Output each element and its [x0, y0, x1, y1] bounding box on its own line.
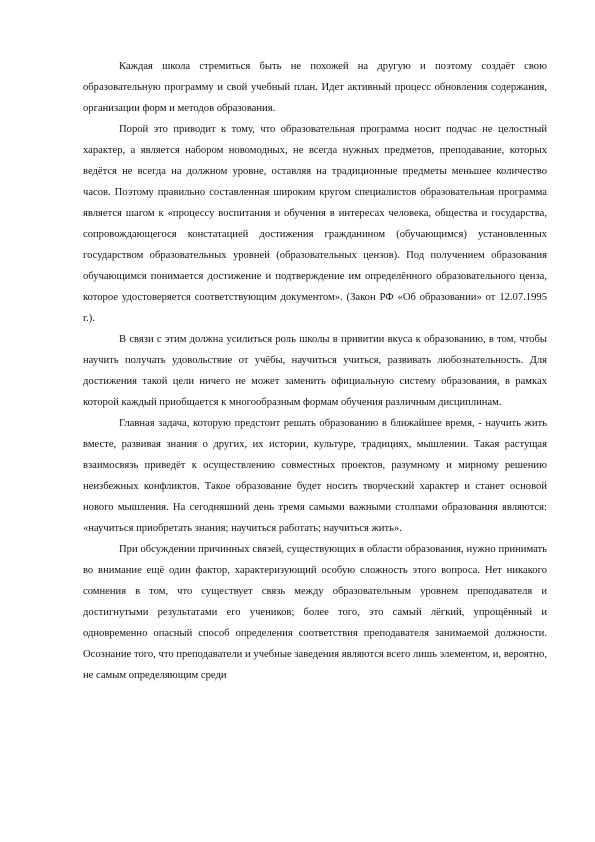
paragraph: Порой это приводит к тому, что образовательная программа носит подчас не целостный характер, а является набором новомодных, не всегда нужных предметов, преподавание, которых ведётся не всегда на должном уровне, оставляя на традиционные предметы меньшее количество часов. Поэтому правильно составленная широким кругом специалистов образовательная программа является шагом к «процессу воспитания и обучения в интересах человека, общества и государства, сопровождающегося констатацией достижения гражданином (обучающимся) установленных государством образовательных уровней (образовательных цензов). Под получением образования обучающимся понимается достижение и подтверждение им определённого образовательного ценза, которое удостоверяется соответствующим документом». (Закон РФ «Об образовании» от 12.07.1995 г.).: [83, 124, 547, 324]
paragraph: Главная задача, которую предстоит решать образованию в ближайшее время, - научить жить вместе, развивая знания о других, их истории, культуре, традициях, мышлении. Такая растущая взаимосвязь приведёт к осуществлению совместных проектов, разумному и мирному решению неизбежных конфликтов. Такое образование будет носить творческий характер и станет основой нового мышления. На сегодняшний день тремя самыми важными столпами образования являются: «научиться приобретать знания; научиться работать; научиться жить».: [83, 418, 547, 534]
paragraph: В связи с этим должна усилиться роль школы в привитии вкуса к образованию, в том, чтобы научить получать удовольствие от учёбы, научиться учиться, развивать любознательность. Для достижения такой цели ничего не может заменить официальную систему образования, в рамках которой каждый приобщается к многообразным формам обучения различным дисциплинам.: [83, 334, 547, 408]
paragraph: Каждая школа стремиться быть не похожей на другую и поэтому создаёт свою образовательную программу и свой учебный план. Идет активный процесс обновления содержания, организации форм и методов образования.: [83, 61, 547, 114]
paragraph: При обсуждении причинных связей, существующих в области образования, нужно принимать во внимание ещё один фактор, характеризующий особую сложность этого вопроса. Нет никакого сомнения в том, что существует связь между образовательным уровнем преподавателя и достигнутыми результатами его учеников; более того, это самый лёгкий, упрощённый и одновременно опасный способ определения соответствия преподавателя занимаемой должности. Осознание того, что преподаватели и учебные заведения являются всего лишь элементом, и, вероятно, не самым определяющим среди: [83, 544, 547, 681]
